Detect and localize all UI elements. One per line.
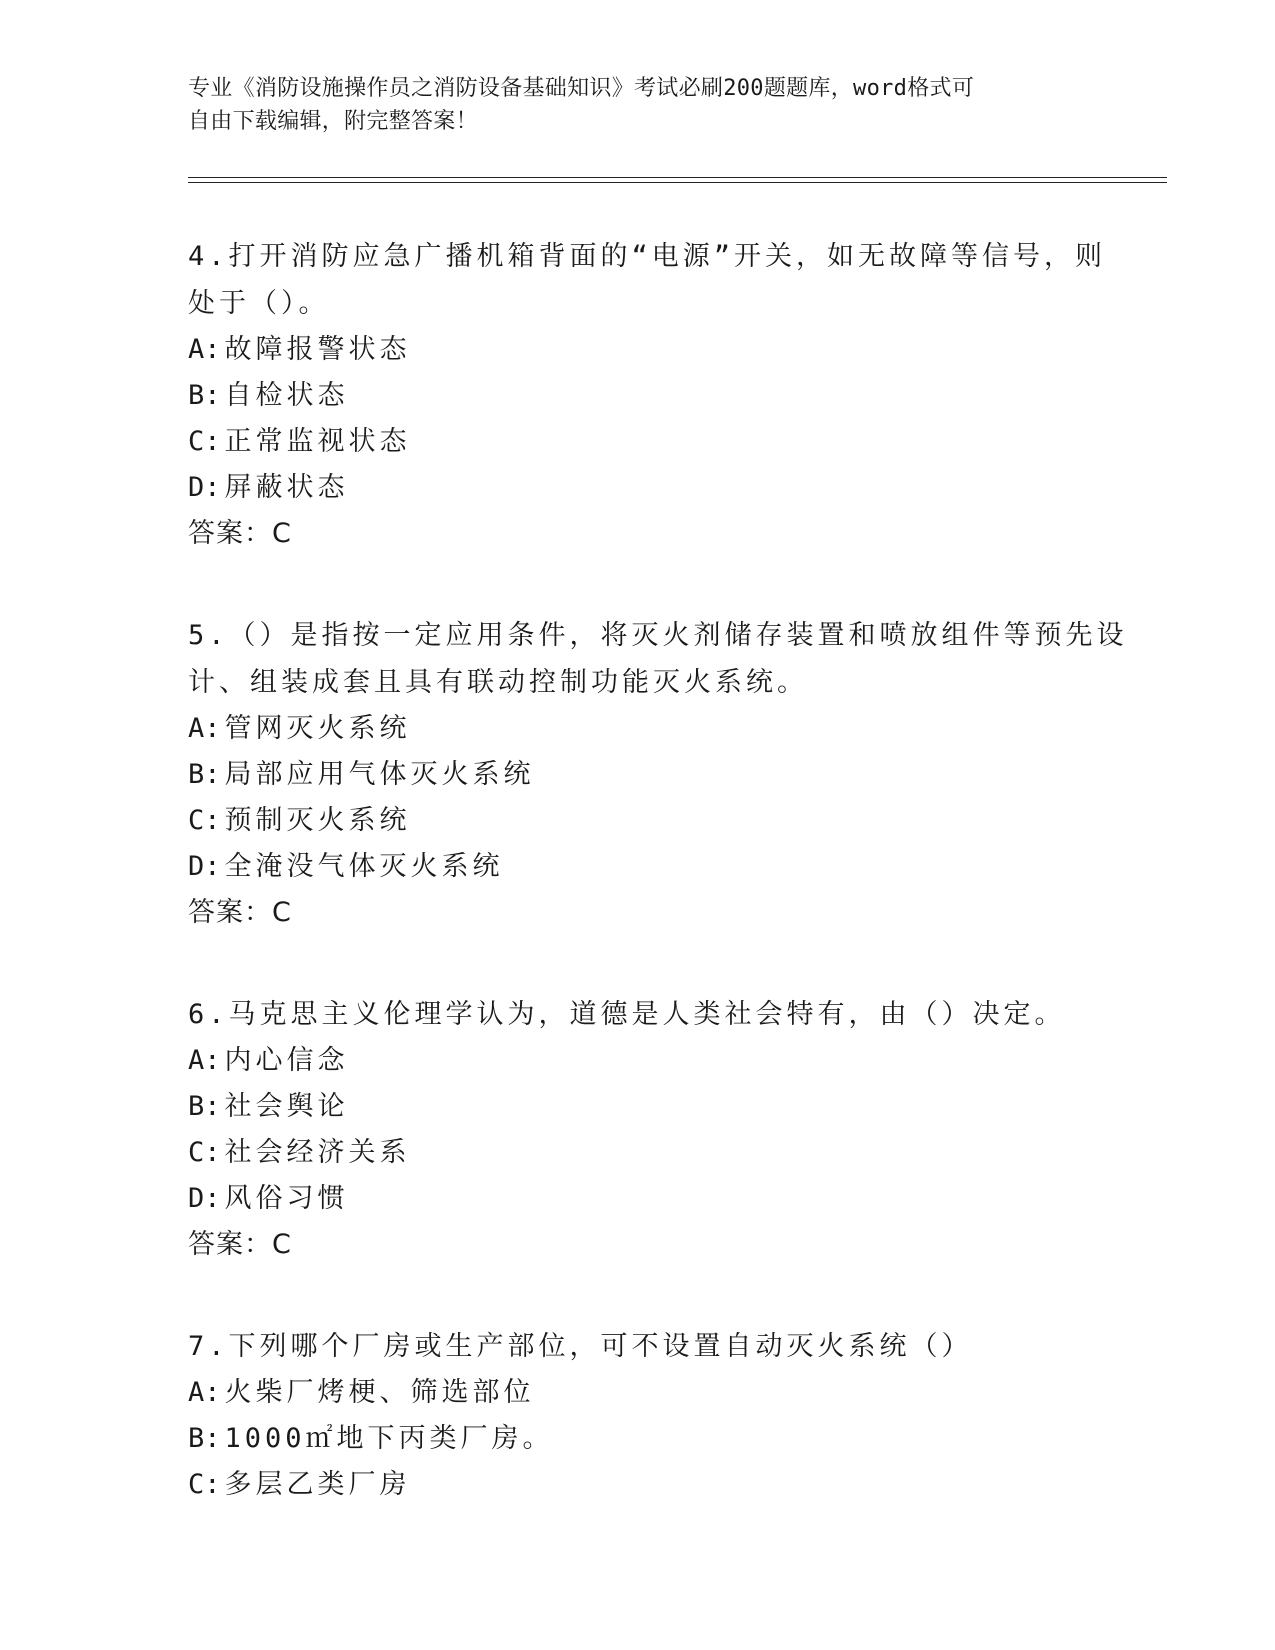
option-a xyxy=(188,327,1088,373)
option-a xyxy=(188,1370,1088,1416)
header-line-1: 专业《消防设施操作员之消防设备基础知识》考试必刷200题题库，word格式可 xyxy=(188,76,975,101)
option-key: A: xyxy=(188,1045,221,1076)
option-key: C: xyxy=(188,1469,221,1500)
option-key: C: xyxy=(188,1137,221,1168)
option-key: B: xyxy=(188,759,221,790)
option-key: A: xyxy=(188,334,221,365)
option-key: D: xyxy=(188,472,221,503)
option-text: 多层乙类厂房 xyxy=(224,1469,411,1500)
option-key: A: xyxy=(188,1377,221,1408)
question-stem-line: 计、组装成套且具有联动控制功能灭火系统。 xyxy=(188,667,808,698)
question-stem-line: 5.（）是指按一定应用条件，将灭火剂储存装置和喷放组件等预先设 xyxy=(188,620,1128,651)
question-stem-line: 6.马克思主义伦理学认为，道德是人类社会特有，由（）决定。 xyxy=(188,999,1066,1030)
question-7 xyxy=(188,1323,1088,1508)
header-line-2: 自由下载编辑，附完整答案！ xyxy=(188,109,478,134)
option-text: 内心信念 xyxy=(224,1045,349,1076)
answer: 答案：C xyxy=(188,897,292,928)
option-text: 自检状态 xyxy=(224,380,349,411)
option-text: 社会经济关系 xyxy=(224,1137,411,1168)
option-d xyxy=(188,1176,1088,1222)
question-stem-line: 处于（）。 xyxy=(188,288,330,319)
option-text: 故障报警状态 xyxy=(224,334,411,365)
option-c xyxy=(188,1462,1088,1508)
option-c xyxy=(188,1130,1088,1176)
option-text: 1000㎡地下丙类厂房。 xyxy=(224,1423,554,1454)
option-text: 正常监视状态 xyxy=(224,426,411,457)
question-5 xyxy=(188,612,1128,936)
option-text: 管网灭火系统 xyxy=(224,713,411,744)
option-b xyxy=(188,1416,1088,1462)
document-header xyxy=(188,72,1088,138)
option-key: C: xyxy=(188,426,221,457)
option-key: C: xyxy=(188,805,221,836)
option-text: 全淹没气体灭火系统 xyxy=(224,851,504,882)
answer: 答案：C xyxy=(188,518,292,549)
option-key: B: xyxy=(188,1423,221,1454)
header-divider xyxy=(188,177,1167,183)
option-key: B: xyxy=(188,380,221,411)
option-text: 社会舆论 xyxy=(224,1091,349,1122)
option-text: 屏蔽状态 xyxy=(224,472,349,503)
option-d xyxy=(188,844,1088,890)
option-key: B: xyxy=(188,1091,221,1122)
option-text: 预制灭火系统 xyxy=(224,805,411,836)
answer: 答案：C xyxy=(188,1229,292,1260)
option-a xyxy=(188,1038,1088,1084)
question-4 xyxy=(188,233,1107,557)
option-d xyxy=(188,465,1088,511)
question-stem-line: 7.下列哪个厂房或生产部位，可不设置自动灭火系统（） xyxy=(188,1331,973,1362)
question-6 xyxy=(188,991,1088,1268)
option-b xyxy=(188,373,1088,419)
option-key: D: xyxy=(188,851,221,882)
option-b xyxy=(188,1084,1088,1130)
option-key: D: xyxy=(188,1183,221,1214)
option-a xyxy=(188,706,1088,752)
option-text: 风俗习惯 xyxy=(224,1183,349,1214)
option-c xyxy=(188,798,1088,844)
option-key: A: xyxy=(188,713,221,744)
question-stem-line: 4.打开消防应急广播机箱背面的“电源”开关，如无故障等信号，则 xyxy=(188,241,1107,272)
option-text: 局部应用气体灭火系统 xyxy=(224,759,535,790)
option-c xyxy=(188,419,1088,465)
question-list xyxy=(188,233,1128,1563)
option-b xyxy=(188,752,1088,798)
option-text: 火柴厂烤梗、筛选部位 xyxy=(224,1377,535,1408)
